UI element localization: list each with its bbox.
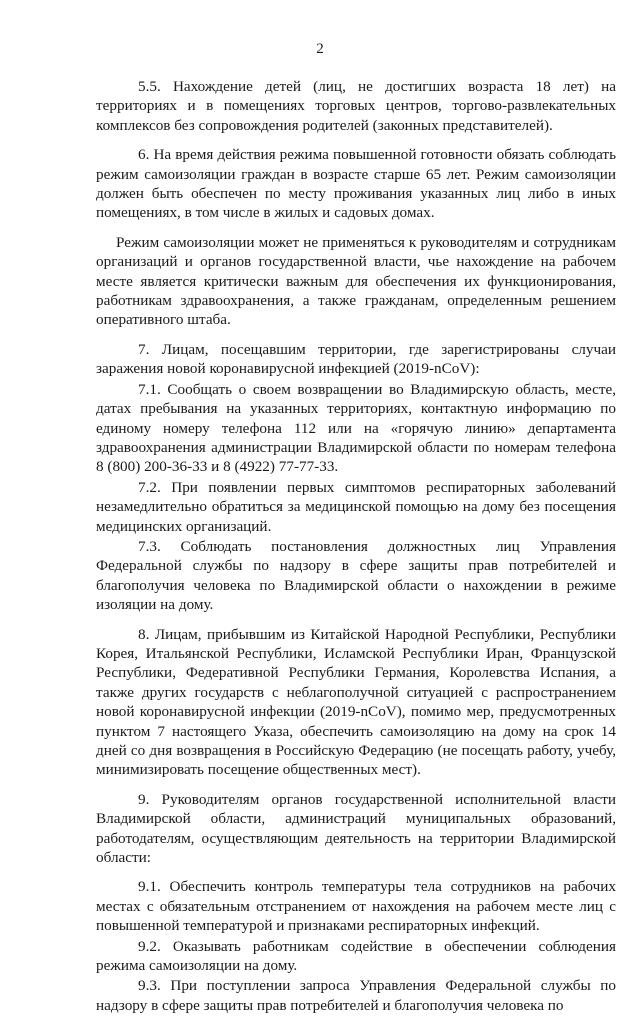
paragraph-7-3: 7.3. Соблюдать постановления должностных лиц Управления Федеральной службы по надзору в сфере защиты прав потребителей и благополучия человека по Владимирской области о нахождении в режиме изоляции на дому. — [96, 537, 616, 614]
paragraph-9-2: 9.2. Оказывать работникам содействие в обеспечении соблюдения режима самоизоляции на дому. — [96, 937, 616, 975]
paragraph-9: 9. Руководителям органов государственной исполнительной власти Владимирской области, администраций муниципальных образований, работодателям, осуществляющим деятельность на территории Владимирской области: — [96, 790, 616, 867]
paragraph-self-isolation-exceptions: Режим самоизоляции может не применяться к руководителям и сотрудникам организаций и органов государственной власти, чье нахождение на рабочем месте является критически важным для обеспечения их функционирования, работникам здравоохранения, а также гражданам, определенным решением оперативного штаба. — [96, 233, 616, 329]
page-number: 2 — [316, 41, 324, 57]
paragraph-6: 6. На время действия режима повышенной готовности обязать соблюдать режим самоизоляции граждан в возрасте старше 65 лет. Режим самоизоляции должен быть обеспечен по месту проживания указанных лиц либо в иных помещениях, в том числе в жилых и садовых домах. — [96, 146, 616, 222]
paragraph-7-1: 7.1. Сообщать о своем возвращении во Владимирскую область, месте, датах пребывания на указанных территориях, контактную информацию по единому номеру телефона 112 или на «горячую линию» департамента здравоохранения администрации Владимирской области по номерам телефона 8 (800) 200-36-33 и 8 (4922) 77-77-33. — [96, 380, 616, 476]
document-body — [96, 77, 616, 1016]
paragraph-5-5: 5.5. Нахождение детей (лиц, не достигших возраста 18 лет) на территориях и в помещениях торговых центров, торгово-развлекательных комплексов без сопровождения родителей (законных представителей). — [96, 78, 616, 134]
paragraph-7: 7. Лицам, посещавшим территории, где зарегистрированы случаи заражения новой коронавирусной инфекцией (2019-nCoV): — [96, 340, 616, 378]
paragraph-7-2: 7.2. При появлении первых симптомов респираторных заболеваний незамедлительно обратиться за медицинской помощью на дому без посещения медицинских организаций. — [96, 478, 616, 535]
paragraph-9-3: 9.3. При поступлении запроса Управления Федеральной службы по надзору в сфере защиты прав потребителей и благополучия человека по — [96, 977, 616, 1014]
paragraph-9-1: 9.1. Обеспечить контроль температуры тела сотрудников на рабочих местах с обязательным отстранением от нахождения на рабочем месте лиц с повышенной температурой и признаками респираторных инфекций. — [96, 878, 616, 935]
paragraph-8: 8. Лицам, прибывшим из Китайской Народной Республики, Республики Корея, Итальянской Республики, Исламской Республики Иран, Французской Республики, Федеративной Республики Германия, Королевства Испания, а также других государств с неблагополучной ситуацией с распространением новой коронавирусной инфекции (2019-nCoV), помимо мер, предусмотренных пунктом 7 настоящего Указа, обеспечить самоизоляцию на дому на срок 14 дней со дня возвращения в Российскую Федерацию (не посещать работу, учебу, минимизировать посещение общественных мест). — [96, 625, 616, 779]
